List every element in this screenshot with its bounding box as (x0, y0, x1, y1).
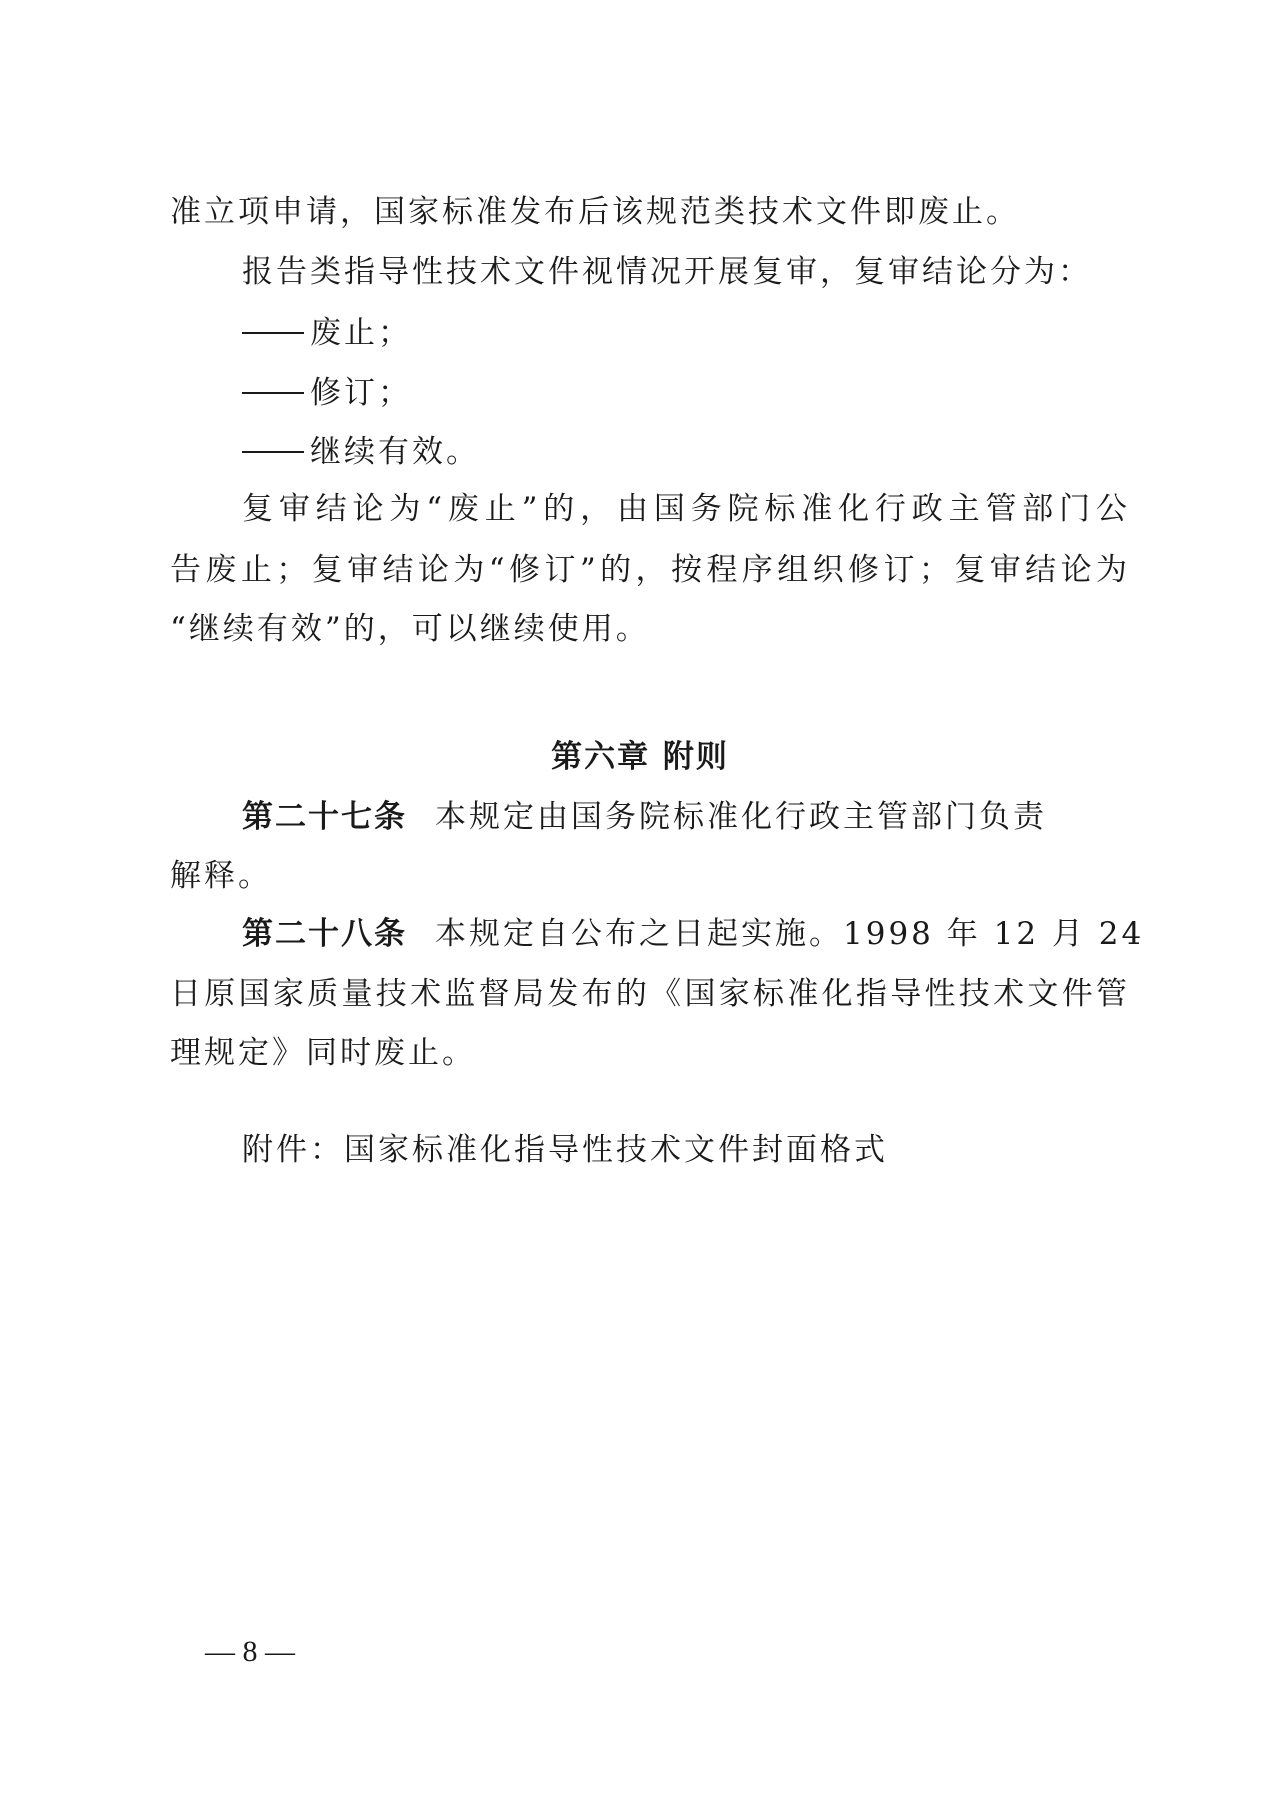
paragraph-line: 理规定》同时废止。 (170, 1035, 476, 1071)
article-27 (242, 797, 1130, 837)
page-number: — 8 — (205, 1635, 295, 1668)
paragraph-line: 准立项申请，国家标准发布后该规范类技术文件即废止。 (170, 194, 1020, 230)
article-label: 第二十七条 (242, 799, 407, 835)
paragraph-line: 复审结论为“废止”的，由国务院标准化行政主管部门公 (242, 491, 1130, 527)
paragraph-line: 日原国家质量技术监督局发布的《国家标准化指导性技术文件管 (170, 976, 1130, 1012)
article-text: 本规定自公布之日起实施。1998 年 12 月 24 (435, 916, 1145, 952)
attachment-note: 附件：国家标准化指导性技术文件封面格式 (242, 1132, 888, 1168)
article-label: 第二十八条 (242, 916, 407, 952)
dash-icon (242, 332, 304, 334)
dash-icon (242, 451, 304, 453)
paragraph-line: 报告类指导性技术文件视情况开展复审，复审结论分为： (242, 254, 1092, 290)
list-item (242, 313, 1202, 353)
list-item-text: 继续有效。 (310, 434, 480, 470)
article-28 (242, 914, 1145, 954)
dash-icon (242, 392, 304, 394)
paragraph-line: 解释。 (170, 858, 272, 894)
paragraph-line: “继续有效”的，可以继续使用。 (170, 611, 650, 647)
chapter-heading: 第六章 附则 (551, 739, 729, 775)
list-item-text: 修订； (310, 375, 412, 411)
list-item (242, 373, 1202, 413)
list-item-text: 废止； (310, 315, 412, 351)
list-item (242, 432, 1202, 472)
article-text: 本规定由国务院标准化行政主管部门负责 (435, 799, 1047, 835)
paragraph-line: 告废止；复审结论为“修订”的，按程序组织修订；复审结论为 (170, 552, 1130, 588)
